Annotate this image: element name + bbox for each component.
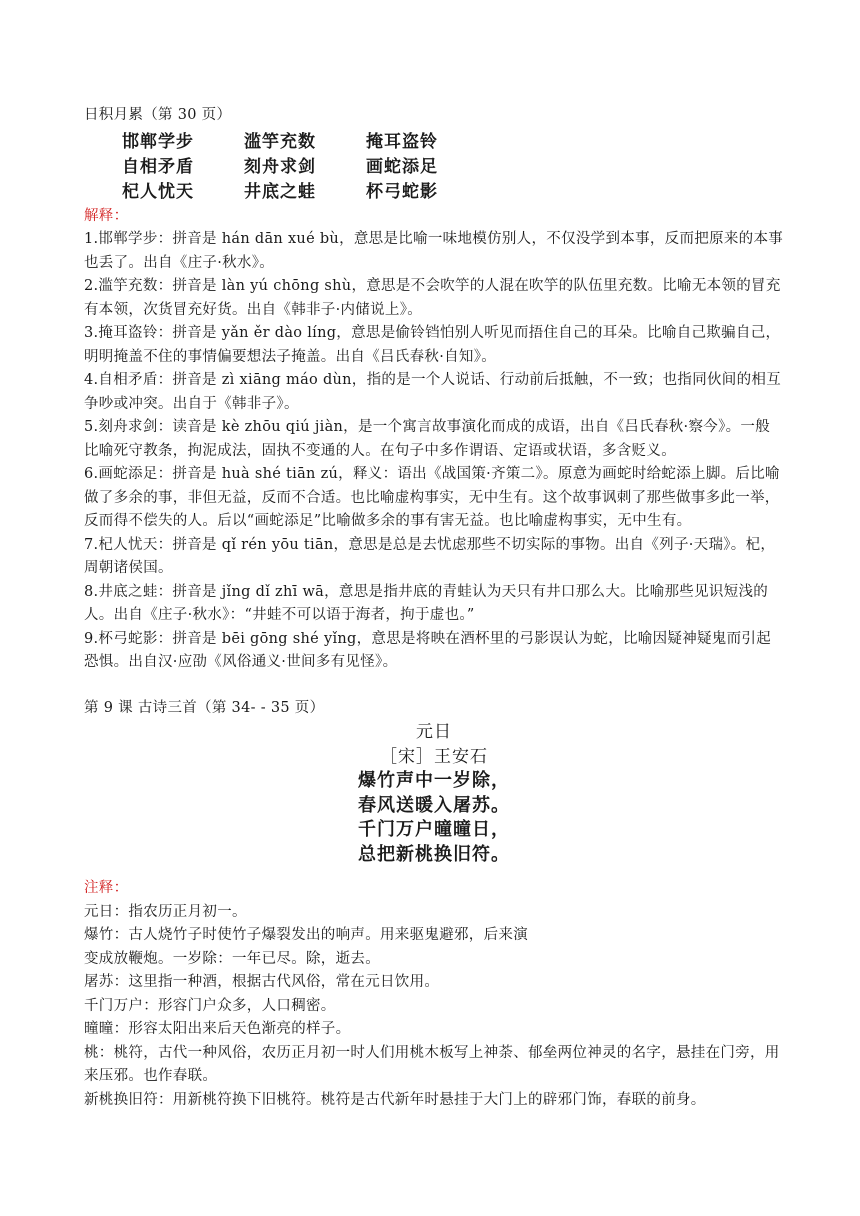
idiom: 杯弓蛇影 <box>366 181 438 202</box>
idiom: 邯郸学步 <box>122 131 194 152</box>
poem-line: 千门万户曈曈日， <box>358 819 510 840</box>
explanation-item: 8.井底之蛙：拼音是 jǐng dǐ zhī wā，意思是指井底的青蛙认为天只有井口那么大。比喻那些见识短浅的人。出自《庄子·秋水》：“井蛙不可以语于海者，拘于虚也。” <box>84 583 769 623</box>
idiom: 井底之蛙 <box>244 181 316 202</box>
idiom-row <box>84 155 784 180</box>
section-heading-daily: 日积月累（第 30 页） <box>84 107 232 123</box>
explanation-item: 3.掩耳盗铃：拼音是 yǎn ěr dào líng，意思是偷铃铛怕别人听见而捂住自己的耳朵。比喻自己欺骗自己，明明掩盖不住的事情偏要想法子掩盖。出自《吕氏春秋·自知》。 <box>84 325 781 365</box>
note-item: 新桃换旧符：用新桃符换下旧桃符。桃符是古代新年时悬挂于大门上的辟邪门饰，春联的前身。 <box>84 1091 706 1108</box>
poem-title: 元日 <box>416 722 452 742</box>
idiom-grid <box>84 130 784 205</box>
note-item: 屠苏：这里指一种酒，根据古代风俗，常在元日饮用。 <box>84 974 440 990</box>
idiom: 掩耳盗铃 <box>366 131 438 152</box>
explanation-item: 1.邯郸学步：拼音是 hán dān xué bù，意思是比喻一味地模仿别人，不仅没学到本事，反而把原来的本事也丢了。出自《庄子·秋水》。 <box>84 231 784 271</box>
explanation-item: 2.滥竽充数：拼音是 làn yú chōng shù，意思是不会吹竽的人混在吹竽的队伍里充数。比喻无本领的冒充有本领，次货冒充好货。出自《韩非子·内储说上》。 <box>84 278 781 318</box>
idiom-row <box>84 180 784 205</box>
idiom: 画蛇添足 <box>366 156 438 177</box>
idiom-row <box>84 130 784 155</box>
explanation-item: 4.自相矛盾：拼音是 zì xiāng máo dùn，指的是一个人说话、行动前后抵触，不一致；也指同伙间的相互争吵或冲突。出自于《韩非子》。 <box>84 372 782 412</box>
poem-line: 总把新桃换旧符。 <box>358 843 510 865</box>
poem <box>84 720 784 867</box>
idiom: 杞人忧天 <box>122 181 194 202</box>
explanation-item: 9.杯弓蛇影：拼音是 bēi gōng shé yǐng，意思是将映在酒杯里的弓影误认为蛇，比喻因疑神疑鬼而引起恐惧。出自汉·应劭《风俗通义·世间多有见怪》。 <box>84 630 772 670</box>
idiom: 滥竽充数 <box>244 131 316 152</box>
section-heading-lesson: 第 9 课 古诗三首（第 34- - 35 页） <box>84 699 325 716</box>
explanation-item: 5.刻舟求剑：读音是 kè zhōu qiú jiàn，是一个寓言故事演化而成的成语，出自《吕氏春秋·察今》。一般比喻死守教条，拘泥成法，固执不变通的人。在句子中多作谓语、定语或状语，多含贬义。 <box>84 419 771 459</box>
poem-line: 春风送暖入屠苏。 <box>358 794 510 816</box>
note-item: 爆竹：古人烧竹子时使竹子爆裂发出的响声。用来驱鬼避邪，后来演 <box>84 927 528 943</box>
note-item: 曈曈：形容太阳出来后天色渐亮的样子。 <box>84 1021 351 1037</box>
note-item: 变成放鞭炮。一岁除：一年已尽。除，逝去。 <box>84 950 380 967</box>
poem-line: 爆竹声中一岁除， <box>358 770 510 791</box>
poem-author: ［宋］王安石 <box>380 746 488 767</box>
note-item: 千门万户：形容门户众多，人口稠密。 <box>84 997 336 1014</box>
notes-list <box>84 901 784 1113</box>
notes-label: 注释： <box>84 880 129 896</box>
explanation-item: 6.画蛇添足：拼音是 huà shé tiān zú，释义：语出《战国策·齐策二》。原意为画蛇时给蛇添上脚。后比喻做了多余的事，非但无益，反而不合适。也比喻虚构事实，无中生有。这个故事讽刺了那些做事多此一举，反而得不偿失的人。后以“画蛇添足”比喻做多余的事有害无益。也比喻虚构事实，无中生有。 <box>84 466 780 529</box>
note-item: 元日：指农历正月初一。 <box>84 903 247 920</box>
document-page <box>84 104 784 1112</box>
explanation-item: 7.杞人忧天：拼音是 qǐ rén yōu tiān，意思是总是去忧虑那些不切实际的事物。出自《列子·天瑞》。杞，周朝诸侯国。 <box>84 536 776 576</box>
idiom: 自相矛盾 <box>122 156 194 177</box>
idiom: 刻舟求剑 <box>244 156 316 177</box>
explanation-label: 解释： <box>84 207 129 224</box>
explanation-list <box>84 228 784 675</box>
note-item: 桃：桃符，古代一种风俗，农历正月初一时人们用桃木板写上神荼、郁垒两位神灵的名字，悬挂在门旁，用来压邪。也作春联。 <box>84 1044 780 1084</box>
